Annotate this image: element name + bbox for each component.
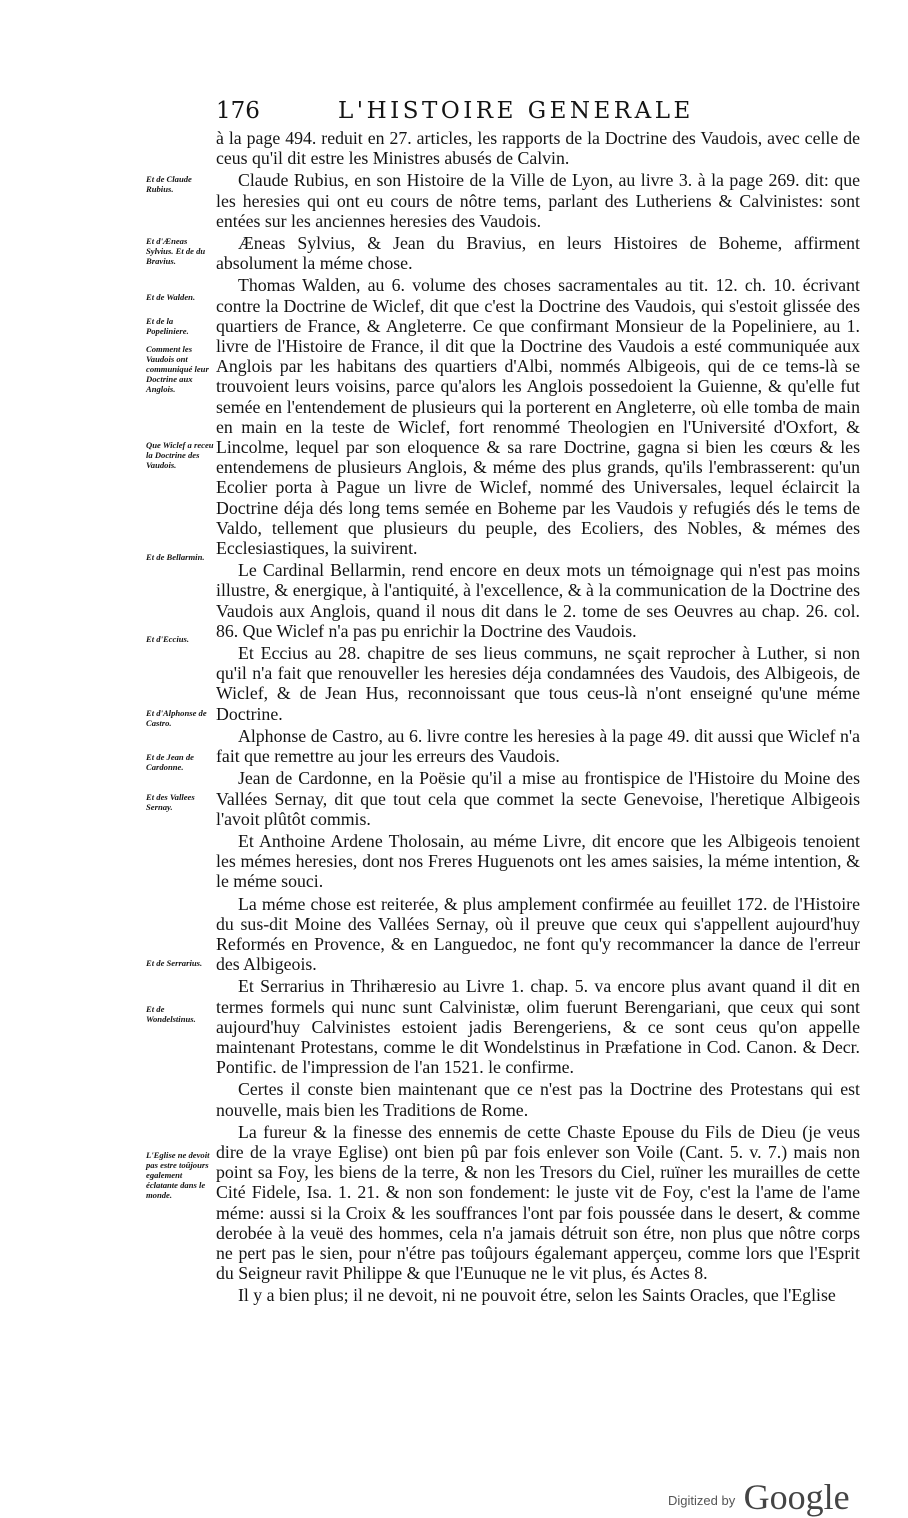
margin-note: Et de Wondelstinus. (146, 1004, 196, 1024)
margin-note: Et de Serrarius. (146, 958, 203, 968)
body-text (216, 128, 860, 1308)
digitized-label: Digitized by (668, 1493, 736, 1508)
margin-note: Et de la Popeliniere. (146, 316, 189, 336)
margin-note: Et de Bellarmin. (146, 552, 205, 562)
margin-note: Et de Walden. (146, 292, 196, 302)
margin-note: L'Eglise ne devoit pas estre toûjours egalement éclatante dans le monde. (146, 1150, 210, 1200)
paragraph: Æneas Sylvius, & Jean du Bravius, en leurs Histoires de Boheme, affirment absolument la méme chose. (216, 233, 860, 274)
paragraph: Thomas Walden, au 6. volume des choses sacramentales au tit. 12. ch. 10. écrivant contre la Doctrine de Wiclef, dit que c'est la Doctrine des Vaudois, qui s'estoit glissée des quartiers de France, & Angleterre. Ce que confirmant Monsieur de la Popeliniere, au 1. livre de l'Histoire de France, il dit que la Doctrine des Vaudois a esté communiquée aux Anglois par les habitans des quartiers d'Albi, nommés Albigeois, qui de ce tems-là se trouvoient leurs voisins, parce qu'alors les Anglois possedoient la Guienne, & qu'elle fut semée en l'entendement de plusieurs qui la porterent en Angleterre, où elle tomba de main en main en la teste de Wiclef, fort renommé Theologien en l'Université d'Oxfort, & Lincolme, lequel par son eloquence & sa rare Doctrine, gagna si bien les cœurs & les entendemens de plusieurs Anglois, & méme des plus grands, qu'ils l'embrasserent: qu'un Ecolier porta à Pague un livre de Wiclef, nommé des Universales, lequel éclaircit la Doctrine déja dés long tems semée en Boheme par les Vaudois y refugiés dés le tems de Valdo, tellement que plusieurs du peuple, des Ecoliers, des Nobles, & mémes des Ecclesiastiques, la suivirent. (216, 275, 860, 559)
paragraph: à la page 494. reduit en 27. articles, les rapports de la Doctrine des Vaudois, avec celle de ceus qu'il dit estre les Ministres abusés de Calvin. (216, 128, 860, 169)
margin-note: Et d'Eccius. (146, 634, 189, 644)
margin-note: Et des Vallees Sernay. (146, 792, 195, 812)
margin-note: Et de Claude Rubius. (146, 174, 192, 194)
google-logo: Google (743, 1477, 850, 1517)
paragraph: Le Cardinal Bellarmin, rend encore en deux mots un témoignage qui n'est pas moins illustre, & energique, à l'antiquité, à l'excellence, & à la communication de la Doctrine des Vaudois aux Anglois, quand il nous dit dans le 2. tome de ses Oeuvres au chap. 26. col. 86. Que Wiclef n'a pas pu enrichir la Doctrine des Vaudois. (216, 560, 860, 641)
paragraph: Et Anthoine Ardene Tholosain, au méme Livre, dit encore que les Albigeois tenoient les mémes heresies, dont nos Freres Huguenots ont les ames saisies, la méme intention, & le méme souci. (216, 830, 860, 892)
page-header (216, 98, 876, 126)
paragraph: La fureur & la finesse des ennemis de cette Chaste Epouse du Fils de Dieu (je veus dire de la vraye Eglise) ont bien pû par fois enlever son Voile (Cant. 5. v. 7.) mais non point sa Foy, les biens de la terre, & non les Tresors du Ciel, ruïner les murailles de cette Cité Fidele, Isa. 1. 21. & non son fondement: le juste vit de Foy, c'est la l'ame de l'ame méme: aussi si la Croix & les souffrances l'ont par fois poussée dans le desert, & comme derobée à la veuë des hommes, cela n'a jamais détruit son étre, non plus que nôtre corps ne pert pas le sien, pour n'étre pas toûjours égalemant apperçeu, comme lors que l'Esprit du Seigneur ravit Philippe & que l'Eunuque ne le vit plus, és Actes 8. (216, 1121, 860, 1284)
margin-note: Et d'Alphonse de Castro. (146, 708, 207, 728)
paragraph: Jean de Cardonne, en la Poësie qu'il a mise au frontispice de l'Histoire du Moine des Vallées Sernay, dit que tout cela que commet la secte Genevoise, l'heretique Albigeois l'avoit plûtôt commis. (216, 768, 860, 829)
margin-note: Comment les Vaudois ont communiqué leur Doctrine aux Anglois. (146, 344, 209, 394)
margin-note: Et de Jean de Cardonne. (146, 752, 194, 772)
digitized-by-google-watermark (668, 1476, 850, 1518)
page-number: 176 (216, 98, 260, 124)
paragraph: Claude Rubius, en son Histoire de la Ville de Lyon, au livre 3. à la page 269. dit: que les heresies qui ont eu cours de nôtre tems, parlant des Lutheriens & Calvinistes: sont entées sur les anciennes heresies des Vaudois. (216, 170, 860, 231)
paragraph: Et Eccius au 28. chapitre de ses lieus communs, ne sçait reprocher à Luther, si non qu'il n'a fait que renouveller les heresies déja condamnées des Vaudois, des Albigeois, de Wiclef, & de Jean Hus, reconnoissant que tous ceus-là n'ont enseigné qu'une méme Doctrine. (216, 643, 860, 724)
paragraph: Il y a bien plus; il ne devoit, ni ne pouvoit étre, selon les Saints Oracles, que l'Eglise (238, 1285, 836, 1306)
paragraph: Certes il conste bien maintenant que ce n'est pas la Doctrine des Protestans qui est nouvelle, mais bien les Traditions de Rome. (216, 1079, 860, 1120)
paragraph: Et Serrarius in Thrihæresio au Livre 1. chap. 5. va encore plus avant quand il dit en termes formels qui nunc sunt Calvinistæ, olim fuerunt Berengariani, que ceux qui sont aujourd'huy Calvinistes estoient jadis Berengeriens, & ce sont ceus qu'on appelle maintenant Protestans, comme le dit Wondelstinus in Præfatione in Cod. Canon. & Decr. Pontific. de l'impression de l'an 1521. le confirme. (216, 976, 860, 1078)
margin-note: Et d'Æneas Sylvius. Et de du Bravius. (146, 236, 206, 266)
paragraph: Alphonse de Castro, au 6. livre contre les heresies à la page 49. dit aussi que Wiclef n'a fait que remettre au jour les erreurs des Vaudois. (216, 725, 860, 767)
paragraph: La méme chose est reiterée, & plus amplement confirmée au feuillet 172. de l'Histoire du sus-dit Moine des Vallées Sernay, où il preuve que ceux qui s'appellent aujourd'huy Reformés en Provence, & en Languedoc, ne font qu'y recommancer la dance de l'erreur des Albigeois. (216, 893, 860, 975)
running-title: L'HISTOIRE GENERALE (338, 98, 694, 124)
margin-note: Que Wiclef a receu la Doctrine des Vaudois. (146, 440, 214, 470)
